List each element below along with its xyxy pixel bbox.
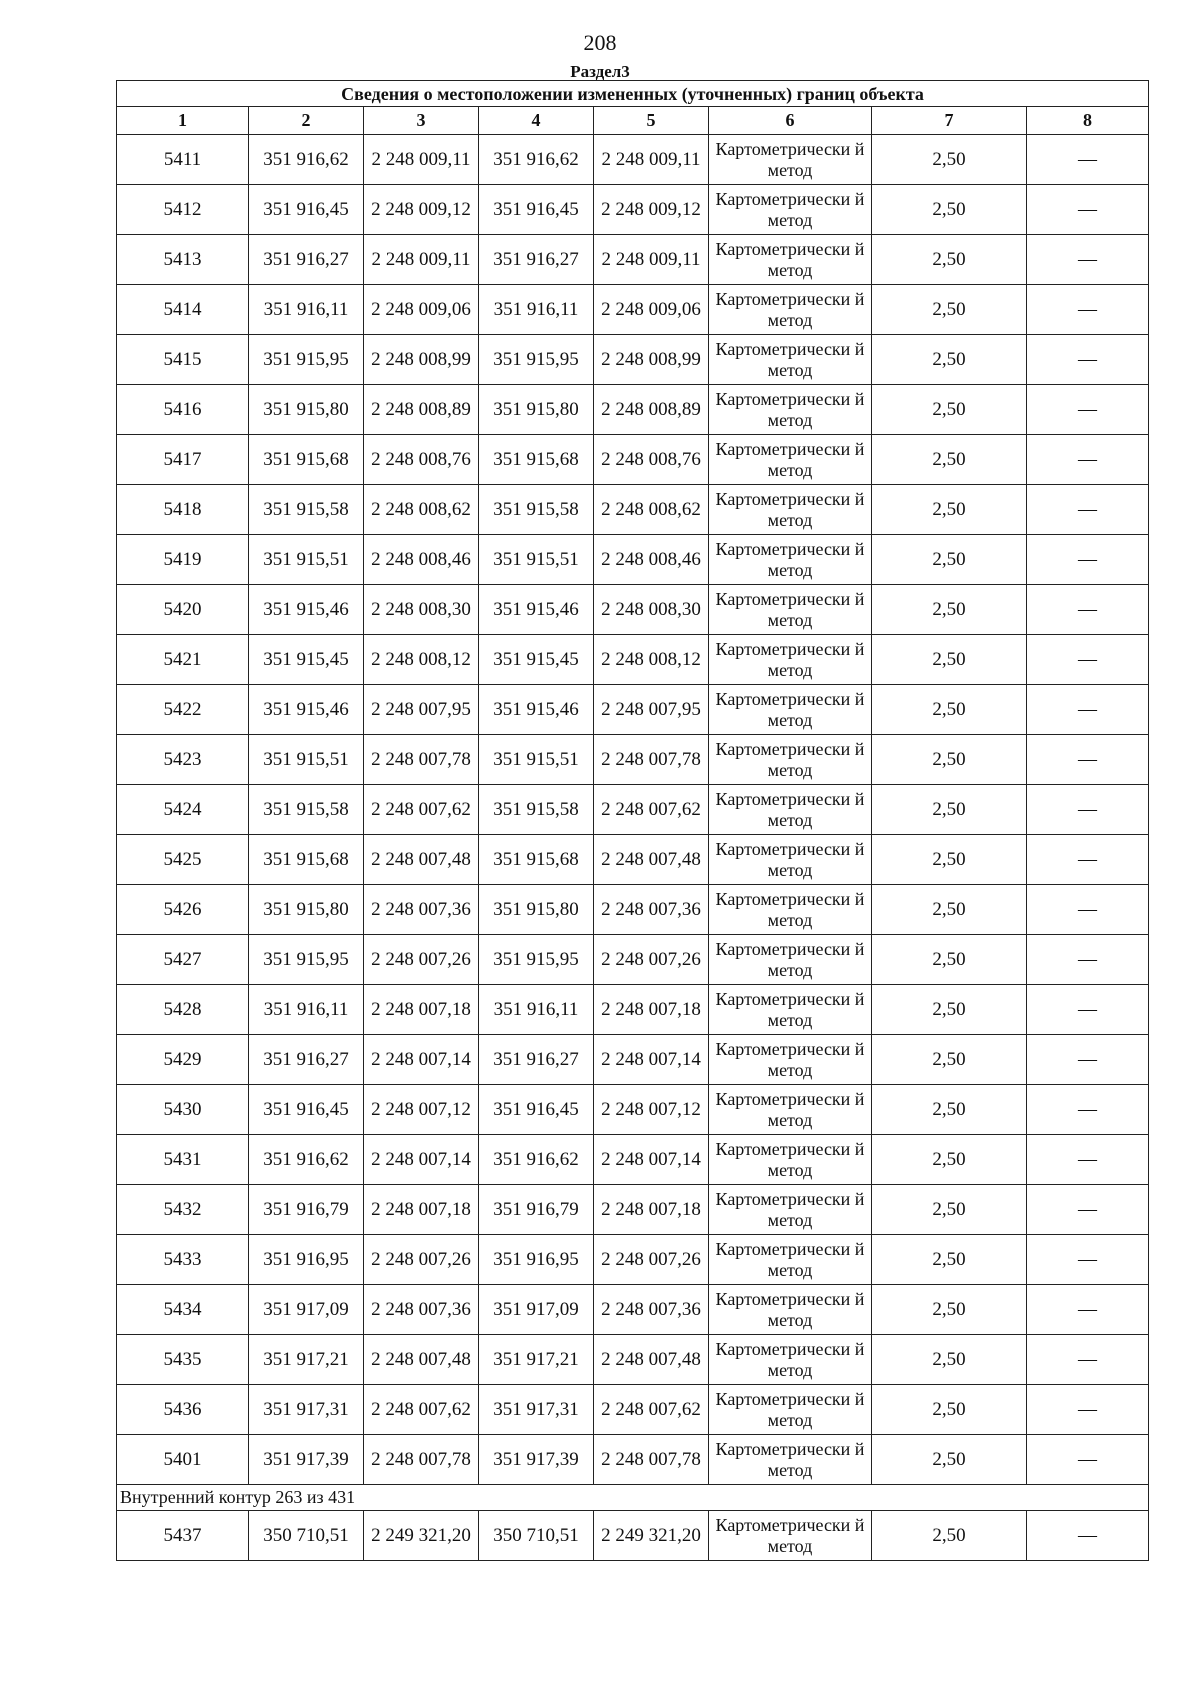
table-cell: 2 248 007,48 <box>594 1335 709 1385</box>
table-cell: Картометрически й метод <box>709 1511 872 1561</box>
table-row <box>117 1085 1149 1135</box>
table-cell: 2 248 007,14 <box>594 1135 709 1185</box>
table-cell: — <box>1027 1435 1149 1485</box>
table-cell: 2 248 008,12 <box>364 635 479 685</box>
table-row <box>117 1235 1149 1285</box>
table-row <box>117 535 1149 585</box>
table-row <box>117 685 1149 735</box>
table-cell: 2,50 <box>872 235 1027 285</box>
table-cell: — <box>1027 135 1149 185</box>
table-cell: 351 917,09 <box>479 1285 594 1335</box>
table-row <box>117 1335 1149 1385</box>
table-cell: Картометрически й метод <box>709 185 872 235</box>
table-cell: 2 248 007,78 <box>364 735 479 785</box>
table-cell: 5423 <box>117 735 249 785</box>
table-cell: 2 248 007,95 <box>364 685 479 735</box>
table-cell: 2 248 007,95 <box>594 685 709 735</box>
column-header-row <box>117 107 1149 135</box>
table-cell: 5414 <box>117 285 249 335</box>
table-cell: 2 248 008,76 <box>594 435 709 485</box>
table-cell: 5430 <box>117 1085 249 1135</box>
table-cell: Картометрически й метод <box>709 1335 872 1385</box>
table-cell: 351 915,46 <box>479 685 594 735</box>
table-row <box>117 1285 1149 1335</box>
table-cell: 2 248 008,99 <box>364 335 479 385</box>
table-cell: 351 915,68 <box>249 835 364 885</box>
table-cell: — <box>1027 1185 1149 1235</box>
table-row <box>117 885 1149 935</box>
table-cell: 2 248 007,36 <box>364 885 479 935</box>
table-cell: 2 248 007,26 <box>594 935 709 985</box>
table-cell: 351 915,68 <box>249 435 364 485</box>
table-cell: 2 248 009,11 <box>594 135 709 185</box>
table-cell: 5415 <box>117 335 249 385</box>
table-cell: — <box>1027 835 1149 885</box>
table-cell: 2,50 <box>872 385 1027 435</box>
table-row <box>117 635 1149 685</box>
table-cell: 351 915,80 <box>249 885 364 935</box>
table-cell: 2,50 <box>872 585 1027 635</box>
table-row <box>117 485 1149 535</box>
table-cell: 2,50 <box>872 185 1027 235</box>
table-row <box>117 385 1149 435</box>
table-cell: — <box>1027 985 1149 1035</box>
table-cell: 5437 <box>117 1511 249 1561</box>
table-cell: 351 916,45 <box>249 1085 364 1135</box>
table-cell: — <box>1027 535 1149 585</box>
table-cell: 5436 <box>117 1385 249 1435</box>
table-cell: 2 248 007,26 <box>364 1235 479 1285</box>
table-cell: Картометрически й метод <box>709 285 872 335</box>
table-cell: 5420 <box>117 585 249 635</box>
table-cell: 351 916,45 <box>479 185 594 235</box>
table-cell: 2 248 007,62 <box>364 785 479 835</box>
page-number: 208 <box>583 30 617 55</box>
table-cell: 351 915,46 <box>479 585 594 635</box>
table-cell: 351 915,58 <box>479 485 594 535</box>
table-cell: — <box>1027 1511 1149 1561</box>
section-title: Раздел3 <box>570 62 630 81</box>
table-cell: Картометрически й метод <box>709 985 872 1035</box>
table-cell: 5422 <box>117 685 249 735</box>
table-cell: 2,50 <box>872 885 1027 935</box>
table-row <box>117 1035 1149 1085</box>
table-cell: 351 915,51 <box>479 735 594 785</box>
table-cell: 2,50 <box>872 485 1027 535</box>
table-cell: 351 915,95 <box>249 335 364 385</box>
table-cell: 2 248 008,30 <box>364 585 479 635</box>
table-cell: 351 915,46 <box>249 585 364 635</box>
table-cell: 5418 <box>117 485 249 535</box>
table-row <box>117 1185 1149 1235</box>
table-cell: 5413 <box>117 235 249 285</box>
table-cell: — <box>1027 435 1149 485</box>
table-cell: 2 249 321,20 <box>594 1511 709 1561</box>
table-cell: — <box>1027 485 1149 535</box>
table-cell: 351 915,45 <box>479 635 594 685</box>
table-cell: 2,50 <box>872 1235 1027 1285</box>
table-cell: 2 248 007,14 <box>364 1035 479 1085</box>
table-cell: 351 916,79 <box>249 1185 364 1235</box>
column-header: 4 <box>479 107 594 135</box>
table-cell: 351 916,45 <box>479 1085 594 1135</box>
table-cell: 2 248 007,78 <box>594 1435 709 1485</box>
table-cell: Картометрически й метод <box>709 485 872 535</box>
table-cell: 2 248 008,99 <box>594 335 709 385</box>
table-cell: 351 916,62 <box>249 135 364 185</box>
table-cell: 5419 <box>117 535 249 585</box>
table-cell: 351 916,95 <box>249 1235 364 1285</box>
table-cell: 351 916,27 <box>479 235 594 285</box>
table-cell: 2,50 <box>872 335 1027 385</box>
table-cell: Картометрически й метод <box>709 385 872 435</box>
table-cell: Картометрически й метод <box>709 335 872 385</box>
table-cell: 2 248 007,48 <box>364 1335 479 1385</box>
table-cell: 2 248 007,12 <box>594 1085 709 1135</box>
table-cell: 2,50 <box>872 1511 1027 1561</box>
table-cell: 351 915,51 <box>249 535 364 585</box>
table-cell: 351 915,51 <box>249 735 364 785</box>
column-header: 3 <box>364 107 479 135</box>
table-cell: Картометрически й метод <box>709 235 872 285</box>
contour-label: Внутренний контур 263 из 431 <box>117 1485 1149 1511</box>
table-cell: 2 248 008,46 <box>594 535 709 585</box>
table-cell: 351 915,80 <box>479 385 594 435</box>
table-cell: — <box>1027 235 1149 285</box>
table-cell: 2 248 009,06 <box>594 285 709 335</box>
table-cell: Картометрически й метод <box>709 785 872 835</box>
table-cell: Картометрически й метод <box>709 735 872 785</box>
table-cell: 351 915,46 <box>249 685 364 735</box>
table-cell: 2,50 <box>872 285 1027 335</box>
table-cell: — <box>1027 385 1149 435</box>
table-row <box>117 1435 1149 1485</box>
table-cell: 2 248 008,89 <box>594 385 709 435</box>
table-cell: 351 915,95 <box>249 935 364 985</box>
table-row <box>117 185 1149 235</box>
table-cell: 5427 <box>117 935 249 985</box>
table-cell: 351 915,58 <box>479 785 594 835</box>
table-cell: 351 915,68 <box>479 835 594 885</box>
table-cell: 2 248 007,78 <box>364 1435 479 1485</box>
table-cell: 2 248 007,14 <box>594 1035 709 1085</box>
table-cell: 2,50 <box>872 1135 1027 1185</box>
table-cell: Картометрически й метод <box>709 635 872 685</box>
table-row <box>117 1385 1149 1435</box>
table-cell: 351 916,27 <box>479 1035 594 1085</box>
table-cell: 2,50 <box>872 1285 1027 1335</box>
table-cell: 2 248 009,12 <box>594 185 709 235</box>
table-cell: 2,50 <box>872 785 1027 835</box>
table-cell: 351 916,62 <box>479 135 594 185</box>
table-cell: 351 915,58 <box>249 485 364 535</box>
table-cell: 351 915,80 <box>249 385 364 435</box>
table-cell: 2 249 321,20 <box>364 1511 479 1561</box>
table-cell: 350 710,51 <box>479 1511 594 1561</box>
table-cell: 2 248 009,12 <box>364 185 479 235</box>
boundary-coordinates-table <box>116 80 1149 1561</box>
table-cell: — <box>1027 1335 1149 1385</box>
table-cell: — <box>1027 185 1149 235</box>
table-row <box>117 335 1149 385</box>
table-cell: Картометрически й метод <box>709 835 872 885</box>
table-cell: Картометрически й метод <box>709 1185 872 1235</box>
table-cell: 2,50 <box>872 835 1027 885</box>
table-cell: 2 248 007,36 <box>364 1285 479 1335</box>
table-cell: 5429 <box>117 1035 249 1085</box>
table-cell: 5417 <box>117 435 249 485</box>
table-cell: 2,50 <box>872 1435 1027 1485</box>
table-cell: 351 915,95 <box>479 935 594 985</box>
table-cell: 5426 <box>117 885 249 935</box>
table-cell: 351 916,95 <box>479 1235 594 1285</box>
table-cell: 2 248 007,12 <box>364 1085 479 1135</box>
table-cell: Картометрически й метод <box>709 1435 872 1485</box>
table-cell: 2 248 009,11 <box>364 235 479 285</box>
table-caption-row <box>117 81 1149 107</box>
table-cell: 351 916,79 <box>479 1185 594 1235</box>
table-cell: Картометрически й метод <box>709 435 872 485</box>
table-cell: 351 915,58 <box>249 785 364 835</box>
table-cell: 2 248 007,18 <box>364 985 479 1035</box>
table-cell: 2 248 007,26 <box>364 935 479 985</box>
table-cell: 351 917,21 <box>479 1335 594 1385</box>
table-cell: Картометрически й метод <box>709 1285 872 1335</box>
table-cell: Картометрически й метод <box>709 885 872 935</box>
table-cell: 351 915,80 <box>479 885 594 935</box>
table-cell: Картометрически й метод <box>709 585 872 635</box>
table-cell: Картометрически й метод <box>709 935 872 985</box>
table-cell: 5434 <box>117 1285 249 1335</box>
table-row <box>117 835 1149 885</box>
table-body <box>117 135 1149 1561</box>
table-cell: 5433 <box>117 1235 249 1285</box>
table-cell: 351 916,62 <box>249 1135 364 1185</box>
table-cell: 2 248 007,62 <box>594 1385 709 1435</box>
column-header: 8 <box>1027 107 1149 135</box>
table-cell: — <box>1027 635 1149 685</box>
table-cell: — <box>1027 285 1149 335</box>
table-row <box>117 235 1149 285</box>
table-cell: 2 248 007,26 <box>594 1235 709 1285</box>
table-cell: 351 917,31 <box>479 1385 594 1435</box>
table-cell: 2 248 007,48 <box>594 835 709 885</box>
table-row <box>117 435 1149 485</box>
table-cell: 2 248 007,18 <box>594 985 709 1035</box>
table-cell: 5401 <box>117 1435 249 1485</box>
table-cell: 2 248 008,12 <box>594 635 709 685</box>
table-cell: — <box>1027 685 1149 735</box>
table-row <box>117 135 1149 185</box>
table-cell: 2 248 007,18 <box>364 1185 479 1235</box>
table-cell: — <box>1027 735 1149 785</box>
table-cell: 351 917,09 <box>249 1285 364 1335</box>
table-cell: 5424 <box>117 785 249 835</box>
table-cell: 351 916,11 <box>249 285 364 335</box>
table-caption: Сведения о местоположении измененных (уточненных) границ объекта <box>117 81 1149 107</box>
table-cell: 351 916,27 <box>249 1035 364 1085</box>
table-cell: — <box>1027 1035 1149 1085</box>
table-cell: 2 248 008,89 <box>364 385 479 435</box>
table-cell: 351 916,62 <box>479 1135 594 1185</box>
contour-row <box>117 1485 1149 1511</box>
table-cell: Картометрически й метод <box>709 685 872 735</box>
table-cell: — <box>1027 1285 1149 1335</box>
table-cell: 2 248 007,14 <box>364 1135 479 1185</box>
table-cell: 351 917,39 <box>479 1435 594 1485</box>
table-cell: — <box>1027 1085 1149 1135</box>
column-header: 5 <box>594 107 709 135</box>
table-cell: Картометрически й метод <box>709 1085 872 1135</box>
table-cell: 5416 <box>117 385 249 435</box>
table-cell: 351 916,11 <box>249 985 364 1035</box>
column-header: 1 <box>117 107 249 135</box>
table-cell: 351 915,51 <box>479 535 594 585</box>
table-cell: 2,50 <box>872 935 1027 985</box>
table-cell: 2 248 007,62 <box>594 785 709 835</box>
table-cell: 2 248 007,36 <box>594 1285 709 1335</box>
table-cell: 351 916,27 <box>249 235 364 285</box>
table-cell: 2,50 <box>872 1385 1027 1435</box>
table-cell: 2,50 <box>872 985 1027 1035</box>
table-cell: 2 248 009,11 <box>594 235 709 285</box>
table-cell: 2 248 008,46 <box>364 535 479 585</box>
table-cell: 2 248 008,30 <box>594 585 709 635</box>
table-cell: 2,50 <box>872 1335 1027 1385</box>
table-cell: 2,50 <box>872 635 1027 685</box>
table-cell: 351 915,68 <box>479 435 594 485</box>
table-cell: — <box>1027 935 1149 985</box>
table-cell: 2 248 007,78 <box>594 735 709 785</box>
table-cell: — <box>1027 1135 1149 1185</box>
table-cell: 2,50 <box>872 435 1027 485</box>
table-row <box>117 285 1149 335</box>
table-cell: 2 248 009,11 <box>364 135 479 185</box>
table-row <box>117 935 1149 985</box>
table-cell: 351 917,21 <box>249 1335 364 1385</box>
table-cell: — <box>1027 585 1149 635</box>
table-cell: 2,50 <box>872 1035 1027 1085</box>
table-cell: 5411 <box>117 135 249 185</box>
column-header: 2 <box>249 107 364 135</box>
table-cell: 2 248 008,62 <box>594 485 709 535</box>
table-cell: 5428 <box>117 985 249 1035</box>
column-header: 7 <box>872 107 1027 135</box>
table-cell: 2 248 007,36 <box>594 885 709 935</box>
table-cell: 351 916,45 <box>249 185 364 235</box>
table-cell: 2 248 007,18 <box>594 1185 709 1235</box>
table-cell: 5421 <box>117 635 249 685</box>
table-cell: 2,50 <box>872 1185 1027 1235</box>
table-cell: 351 916,11 <box>479 985 594 1035</box>
column-header: 6 <box>709 107 872 135</box>
table-cell: 2 248 007,62 <box>364 1385 479 1435</box>
table-cell: 351 917,39 <box>249 1435 364 1485</box>
table-cell: Картометрически й метод <box>709 1235 872 1285</box>
table-cell: Картометрически й метод <box>709 1385 872 1435</box>
table-cell: 351 915,95 <box>479 335 594 385</box>
table-cell: 351 915,45 <box>249 635 364 685</box>
table-cell: 2,50 <box>872 1085 1027 1135</box>
table-row <box>117 785 1149 835</box>
table-cell: Картометрически й метод <box>709 1035 872 1085</box>
table-cell: 5412 <box>117 185 249 235</box>
table-row <box>117 1135 1149 1185</box>
table-cell: 2 248 008,76 <box>364 435 479 485</box>
table-cell: 5425 <box>117 835 249 885</box>
table-cell: 2,50 <box>872 135 1027 185</box>
table-cell: 2 248 009,06 <box>364 285 479 335</box>
table-cell: 350 710,51 <box>249 1511 364 1561</box>
table-cell: Картометрически й метод <box>709 1135 872 1185</box>
table-cell: 2,50 <box>872 685 1027 735</box>
table-cell: — <box>1027 885 1149 935</box>
table-cell: 5431 <box>117 1135 249 1185</box>
table-cell: — <box>1027 1235 1149 1285</box>
table-cell: 2 248 007,48 <box>364 835 479 885</box>
table-cell: — <box>1027 1385 1149 1435</box>
table-cell: 2,50 <box>872 535 1027 585</box>
table-cell: 5435 <box>117 1335 249 1385</box>
table-row <box>117 985 1149 1035</box>
table-cell: 351 917,31 <box>249 1385 364 1435</box>
table-cell: Картометрически й метод <box>709 535 872 585</box>
table-cell: Картометрически й метод <box>709 135 872 185</box>
table-cell: 351 916,11 <box>479 285 594 335</box>
table-cell: 2,50 <box>872 735 1027 785</box>
table-row <box>117 735 1149 785</box>
table-row <box>117 585 1149 635</box>
table-cell: 2 248 008,62 <box>364 485 479 535</box>
table-cell: — <box>1027 335 1149 385</box>
table-row <box>117 1511 1149 1561</box>
table-cell: 5432 <box>117 1185 249 1235</box>
table-cell: — <box>1027 785 1149 835</box>
